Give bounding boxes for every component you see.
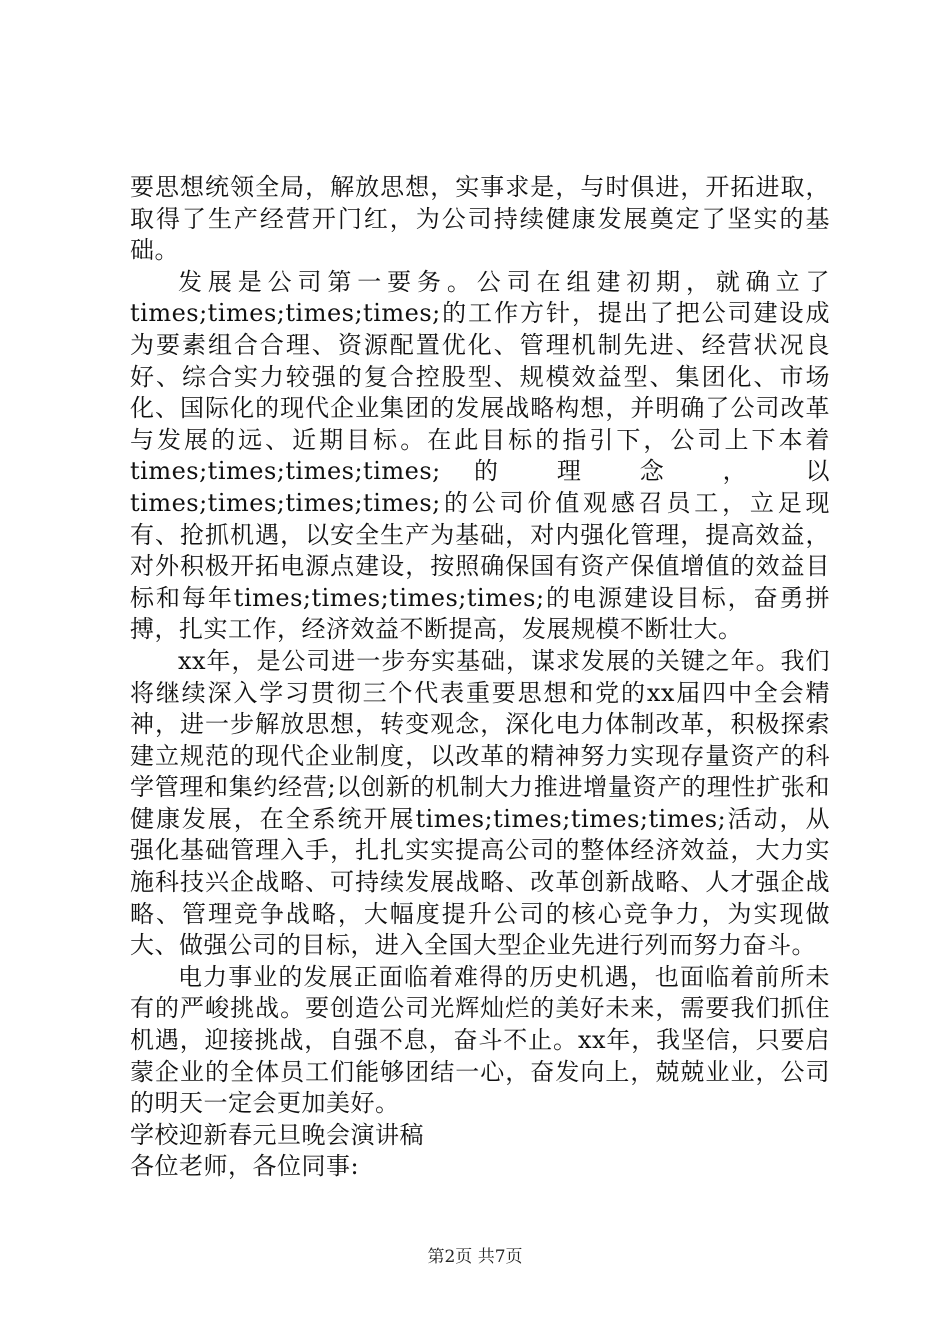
document-body [130, 172, 830, 1183]
speech-title: 学校迎新春元旦晚会演讲稿 [130, 1120, 424, 1149]
salutation: 各位老师，各位同事: [130, 1152, 360, 1181]
paragraph-1: 要思想统领全局，解放思想，实事求是，与时俱进，开拓进取，取得了生产经营开门红，为公司持续健康发展奠定了坚实的基础。 [130, 173, 830, 265]
paragraph-2: 发展是公司第一要务。公司在组建初期，就确立了times;times;times;times;的工作方针，提出了把公司建设成为要素组合合理、资源配置优化、管理机制先进、经营状况良好、综合实力较强的复合控股型、规模效益型、集团化、市场化、国际化的现代企业集团的发展战略构想，并明确了公司改革与发展的远、近期目标。在此目标的指引下，公司上下本着times;times;times;times; 的 理 念 ， 以 times;times;times;times;的公司价值观感召员工，立足现有、抢抓机遇，以安全生产为基础，对内强化管理，提高效益，对外积极开拓电源点建设，按照确保国有资产保值增值的效益目标和每年times;times;times;times;的电源建设目标，奋勇拼搏，扎实工作，经济效益不断提高，发展规模不断壮大。 [130, 267, 830, 644]
paragraph-3: xx年，是公司进一步夯实基础，谋求发展的关键之年。我们将继续深入学习贯彻三个代表重要思想和党的xx届四中全会精神，进一步解放思想，转变观念，深化电力体制改革，积极探索建立规范的现代企业制度，以改革的精神努力实现存量资产的科学管理和集约经营;以创新的机制大力推进增量资产的理性扩张和健康发展，在全系统开展times;times;times;times;活动，从强化基础管理入手，扎扎实实提高公司的整体经济效益，大力实施科技兴企战略、可持续发展战略、改革创新战略、人才强企战略、管理竞争战略，大幅度提升公司的核心竞争力，为实现做大、做强公司的目标，进入全国大型企业先进行列而努力奋斗。 [130, 646, 830, 960]
paragraph-4: 电力事业的发展正面临着难得的历史机遇，也面临着前所未有的严峻挑战。要创造公司光辉灿烂的美好未来，需要我们抓住机遇，迎接挑战，自强不息，奋斗不止。xx年，我坚信，只要启蒙企业的全体员工们能够团结一心，奋发向上，兢兢业业，公司的明天一定会更加美好。 [130, 962, 830, 1118]
page-footer: 第2页 共7页 [427, 1247, 523, 1267]
